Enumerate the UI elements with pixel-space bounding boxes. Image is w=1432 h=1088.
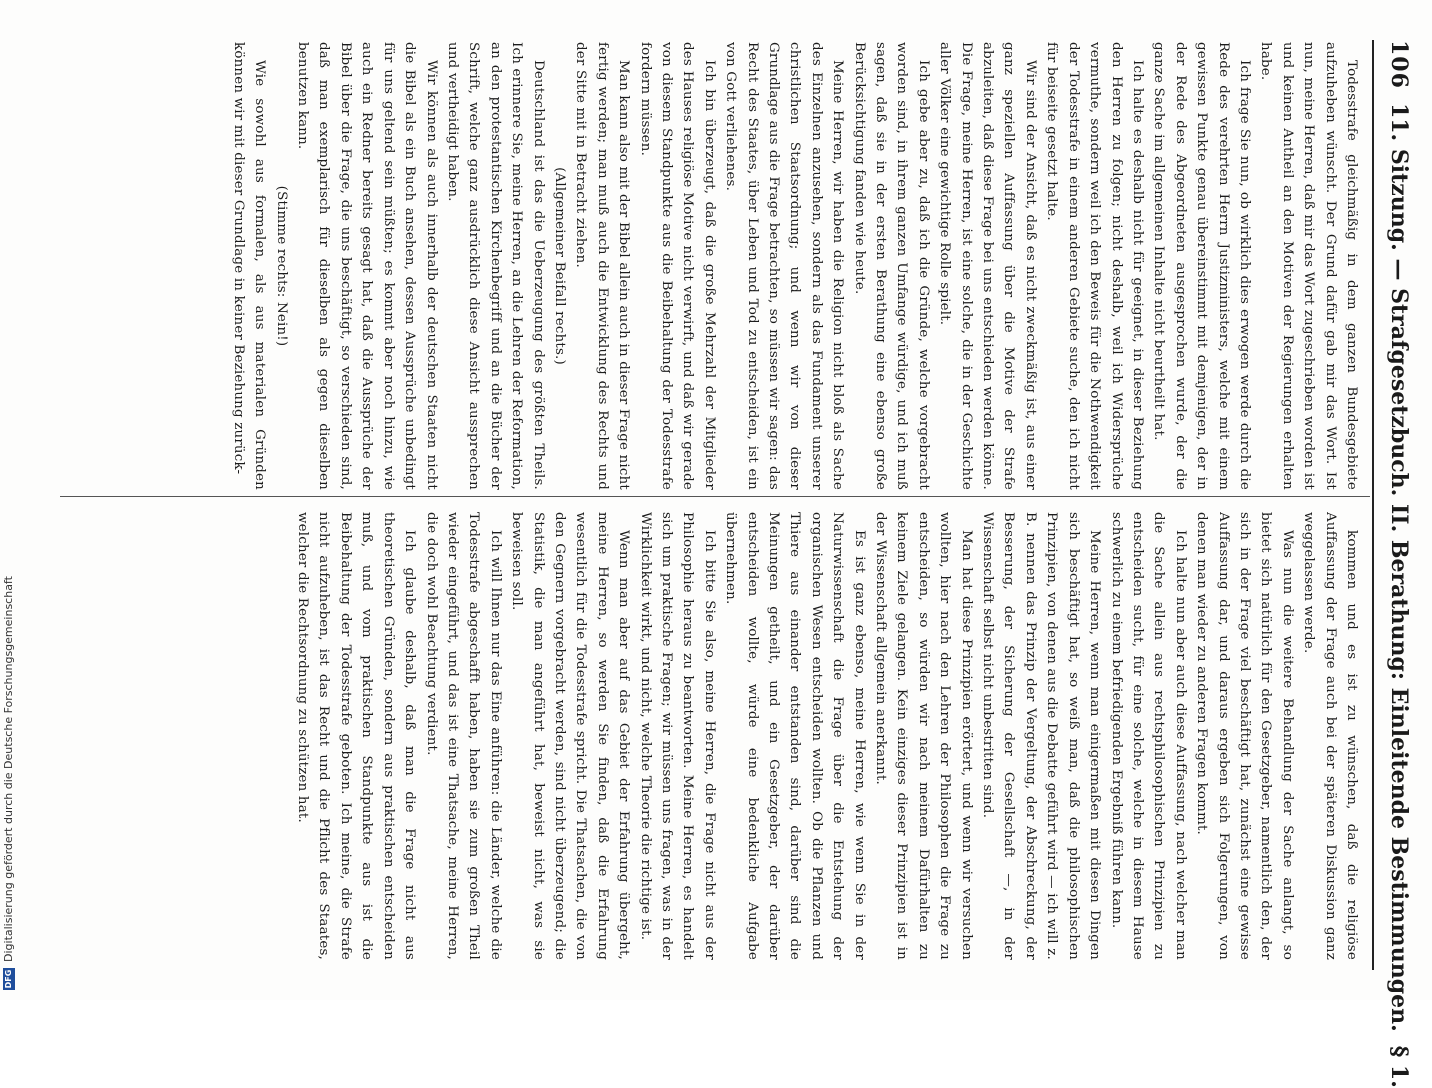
dfg-logo: DFG (3, 969, 13, 989)
paragraph: Ich gebe aber zu, daß ich die Gründe, welche vorgebracht worden sind, in ihrem ganzen Umfange würdige, und ich muß sagen, daß sie in der ersten Berathung eine ebenso große Berücksichtigung fanden wie heute. (851, 42, 931, 490)
paragraph: kommen und es ist zu wünschen, daß die religiöse Auffassung der Frage auch bei der späteren Diskussion ganz weggelassen werde. (1301, 512, 1359, 960)
paragraph: Wir sind der Ansicht, daß es nicht zweckmäßig ist, aus einer ganz speziellen Auffassung über die Motive der Strafe abzuleiten, daß diese Frage bei uns entschieden werden könne. Die Frage, meine Herren, ist eine solche, die in der Geschichte aller Völker eine gewichtige Rolle spielt. (937, 42, 1038, 490)
paragraph: Ich bin überzeugt, daß die große Mehrzahl der Mitglieder des Hauses religiöse Motive nicht verwirft, und daß wir gerade von diesem Standpunkte aus die Beibehaltung der Todesstrafe fordern müssen. (637, 42, 717, 490)
paragraph: Deutschland ist das die Ueberzeugung des größten Theils. Ich erinnere Sie, meine Herren, an die Lehren der Reformation, an den protestantischen Kirchenbegriff und an die Bücher der Schrift, welche ganz ausdrücklich diese Ansicht aussprechen und vertheidigt haben. (444, 42, 546, 490)
paragraph: Wenn man aber auf das Gebiet der Erfahrung übergeht, meine Herren, so werden Sie finden, daß die Erfahrung wesentlich für die Todesstrafe spricht. Die Thatsachen, die von den Gegnern vorgebracht werden, sind nicht überzeugend; die Statistik, die man angeführt hat, beweist nicht, was sie beweisen soll. (509, 512, 632, 960)
interjection-note: (Stimme rechts: Nein!) (273, 185, 289, 347)
paragraph: Ich frage Sie nun, ob wirklich dies erwogen werde durch die Rede des verehrten Herrn Justizministers, welche mit einem gewissen Punkte genau übereinstimmt mit demjenigen, der in der Rede des Abgeordneten ausgesprochen wurde, der die ganze Sache im allgemeinen Inhalte nicht beurtheilt hat. (1151, 42, 1252, 490)
section-number: § 1. (1386, 1045, 1412, 1088)
paragraph: Ich bitte Sie also, meine Herren, die Frage nicht aus der Philosophie heraus zu beantworten. Meine Herren, es handelt sich um praktische Fragen; wir müssen uns fragen, was in der Wirklichkeit wirkt, und nicht, welche Theorie die richtige ist. (637, 512, 717, 960)
paragraph: Ich halte es deshalb nicht für geeignet, in dieser Beziehung den Herren zu folgen; nicht deshalb, weil ich Widersprüche vermuthe, sondern weil ich den Beweis für die Nothwendigkeit der Todesstrafe in einem anderen Gebiete suche, den ich nicht für beiseite gesetzt halte. (1044, 42, 1145, 490)
page-number: 106 (1386, 40, 1412, 89)
paragraph: Es ist ganz ebenso, meine Herren, wie wenn Sie in der Naturwissenschaft die Frage über die Entstehung der organischen Wesen entscheiden wollten. Ob die Pflanzen und Thiere aus einander entstanden sind, darüber sind die Meinungen getheilt, und ein Gesetzgeber, der darüber entscheiden wollte, würde eine bedenkliche Aufgabe übernehmen. (723, 512, 867, 960)
right-column (62, 512, 1362, 960)
paragraph: Man kann also mit der Bibel allein auch in dieser Frage nicht fertig werden; man muß auch die Entwicklung des Rechts und der Sitte mit in Betracht ziehen. (573, 42, 632, 490)
paragraph: Man hat diese Prinzipien erörtert, und wenn wir versuchen wollten, hier nach den Lehren der Philosophen die Frage zu entscheiden, so würden wir nach meinem Dafürhalten zu keinem Ziele gelangen. Kein einziges dieser Prinzipien ist in der Wissenschaft allgemein anerkannt. (873, 512, 974, 960)
paragraph: Ich will Ihnen nur das Eine anführen: die Länder, welche die Todesstrafe abgeschafft haben, haben sie zum großen Theil wieder eingeführt, und das ist eine Thatsache, meine Herren, die doch wohl Beachtung verdient. (423, 512, 503, 960)
credit-text: Digitalisierung gefördert durch die Deutsche Forschungsgemeinschaft (2, 576, 15, 962)
column-divider (60, 496, 1370, 497)
paragraph: Was nun die weitere Behandlung der Sache anlangt, so bietet sich natürlich für den Gesetzgeber, namentlich den, der sich in der Frage viel beschäftigt hat, zunächst eine gewisse Auffassung dar, und daraus ergeben sich Folgerungen, von denen man wieder zu anderen Fragen kommt. (1194, 512, 1295, 960)
paragraph: Meine Herren, wenn man einigermaßen mit diesen Dingen sich beschäftigt hat, so weiß man, daß die philosophischen Prinzipien, von denen aus die Debatte geführt wird — ich will z. B. nennen das Prinzip der Vergeltung, der Abschreckung, der Besserung, der Sicherung der Gesellschaft —, in der Wissenschaft selbst nicht unbestritten sind. (980, 512, 1103, 960)
digitization-credit (2, 576, 15, 990)
running-head (1382, 40, 1412, 1088)
applause-note: (Allgemeiner Beifall rechts.) (551, 167, 567, 365)
header-rule (1372, 40, 1374, 970)
paragraph: Wie sowohl aus formalen, als aus materialen Gründen können wir mit dieser Grundlage in keiner Beziehung zurück- (230, 42, 268, 490)
paragraph: Meine Herren, wir haben die Religion nicht bloß als Sache des Einzelnen anzusehen, sondern als das Fundament unserer christlichen Staatsordnung; und wenn wir von dieser Grundlage aus die Frage betrachten, so müssen wir sagen: das Recht des Staates, über Leben und Tod zu entscheiden, ist ein von Gott verliehenes. (723, 42, 846, 490)
paragraph: Ich glaube deshalb, daß man die Frage nicht aus theoretischen Gründen, sondern aus praktischen entscheiden muß, und vom praktischen Standpunkte aus ist die Beibehaltung der Todesstrafe geboten. Ich meine, die Strafe nicht aufzuheben, ist das Recht und die Pflicht des Staates, welcher die Rechtsordnung zu schützen hat. (295, 512, 418, 960)
paragraph: Todesstrafe gleichmäßig in dem ganzen Bundesgebiete aufzuheben wünscht. Der Grund dafür gab mir das Wort. Ist nun, meine Herren, daß mir das Wort zugeschrieben worden ist und keinen Antheil an den Motiven der Regierungen erhalten habe. (1258, 42, 1359, 490)
paragraph: Wir können als auch innerhalb der deutschen Staaten nicht die Bibel als ein Buch ansehen, dessen Aussprüche unbedingt für uns geltend sein müßten; es kommt aber noch hinzu, wie auch ein Redner bereits gesagt hat, daß die Aussprüche der Bibel über die Frage, die uns beschäftigt, so verschieden sind, daß man exemplarisch für dieselben als gegen dieselben benutzen kann. (295, 42, 439, 490)
running-title: 11. Sitzung. — Strafgesetzbuch. II. Berathung: Einleitende Bestimmungen. (1386, 102, 1412, 1032)
paragraph: Ich halte nun aber auch diese Auffassung, nach welcher man die Sache allein aus rechtsphilosophischen Prinzipien zu entscheiden sucht, für eine solche, welche in diesem Hause schwerlich zu einem befriedigenden Ergebniß führen kann. (1108, 512, 1188, 960)
left-column (62, 42, 1362, 490)
